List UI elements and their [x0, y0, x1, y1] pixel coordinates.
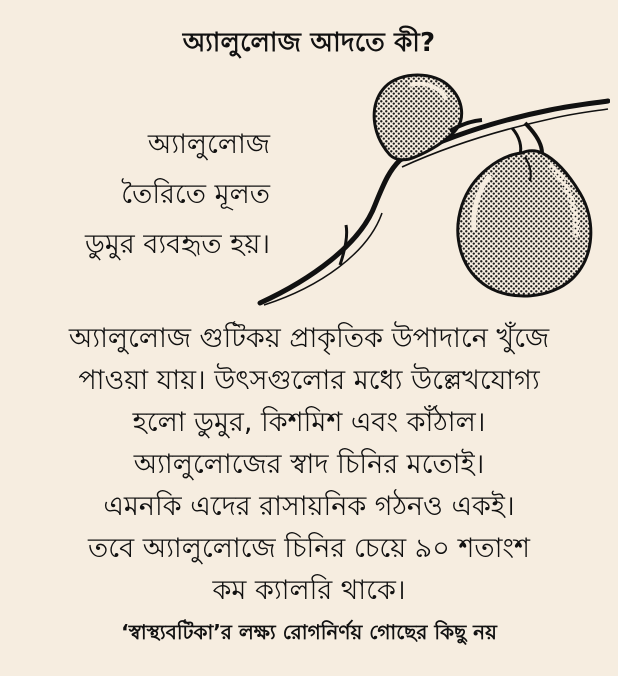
body-line: অ্যালুলোজের স্বাদ চিনির মতোই। — [133, 449, 485, 480]
intro-text — [30, 120, 270, 270]
disclaimer-footer: ‘স্বাস্থ্যবটিকা’র লক্ষ্য রোগনির্ণয় গোছের কিছু নয় — [121, 620, 497, 644]
body-text — [20, 318, 598, 612]
intro-line: তৈরিতে মূলত — [121, 179, 270, 210]
body-line: অ্যালুলোজ গুটিকয় প্রাকৃতিক উপাদানে খুঁজে — [68, 323, 550, 354]
body-line: কম ক্যালরি থাকে। — [212, 575, 406, 606]
body-line: এমনকি এদের রাসায়নিক গঠনও একই। — [103, 491, 515, 522]
intro-line: অ্যালুলোজ — [147, 129, 270, 160]
intro-line: ডুমুর ব্যবহৃত হয়। — [85, 229, 270, 260]
page-title: অ্যালুলোজ আদতে কী? — [182, 28, 436, 58]
fig-illustration-icon — [250, 65, 610, 315]
body-line: হলো ডুমুর, কিশমিশ এবং কাঁঠাল। — [132, 407, 486, 438]
body-line: তবে অ্যালুলোজে চিনির চেয়ে ৯০ শতাংশ — [87, 533, 530, 564]
body-line: পাওয়া যায়। উৎসগুলোর মধ্যে উল্লেখযোগ্য — [78, 365, 540, 396]
